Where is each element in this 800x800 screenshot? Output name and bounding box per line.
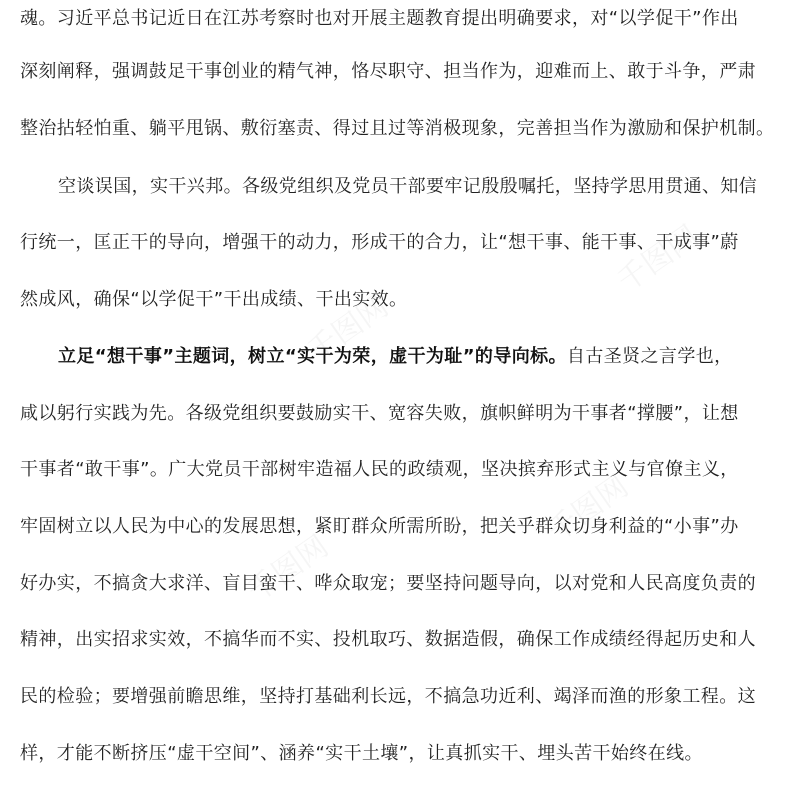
paragraph-1-line: 整治拈轻怕重、躺平甩锅、敷衍塞责、得过且过等消极现象，完善担当作为激励和保护机制。 [20, 118, 775, 139]
svg-text:千图网: 千图网 [301, 288, 395, 370]
paragraph-3-first-line [58, 340, 780, 374]
paragraph-3-line: 咸以躬行实践为先。各级党组织要鼓励实干、宽容失败，旗帜鲜明为干事者“撑腰”，让想 [20, 403, 739, 424]
svg-text:千图网: 千图网 [541, 468, 635, 550]
paragraph-3-line: 干事者“敢干事”。广大党员干部树牢造福人民的政绩观，坚决摈弃形式主义与官僚主义， [20, 459, 739, 480]
paragraph-3-line: 民的检验；要增强前瞻思维，坚持打基础利长远，不搞急功近利、竭泽而渔的形象工程。这 [20, 686, 756, 707]
paragraph-3-line: 好办实，不搞贪大求洋、盲目蛮干、哗众取宠；要坚持问题导向，以对党和人民高度负责的 [20, 573, 756, 594]
svg-text:千图网: 千图网 [241, 528, 335, 610]
paragraph-2-line: 行统一，匡正干的导向，增强干的动力，形成干的合力，让“想干事、能干事、干成事”蔚 [20, 232, 739, 253]
paragraph-3-line: 精神，出实招求实效，不搞华而不实、投机取巧、数据造假，确保工作成绩经得起历史和人 [20, 629, 756, 650]
paragraph-3-text: 自古圣贤之言学也， [566, 346, 733, 367]
paragraph-2-line: 然成风，确保“以学促干”干出成绩、干出实效。 [20, 289, 408, 310]
section-heading: 立足“想干事”主题词，树立“实干为荣，虚干为耻”的导向标。 [58, 346, 567, 367]
paragraph-3-line: 样，才能不断挤压“虚干空间”、涵养“实干土壤”，让真抓实干、埋头苦干始终在线。 [20, 743, 703, 764]
paragraph-2-line: 空谈误国，实干兴邦。各级党组织及党员干部要牢记殷殷嘱托，坚持学思用贯通、知信 [58, 176, 758, 197]
paragraph-1-line: 魂。习近平总书记近日在江苏考察时也对开展主题教育提出明确要求，对“以学促干”作出 [20, 8, 739, 29]
paragraph-1-line: 深刻阐释，强调鼓足干事创业的精气神，恪尽职守、担当作为，迎难而上、敢于斗争，严肃 [20, 61, 756, 82]
paragraph-3-line: 牢固树立以人民为中心的发展思想，紧盯群众所需所盼，把关乎群众切身利益的“小事”办 [20, 516, 739, 537]
svg-text:千图网: 千图网 [611, 218, 705, 300]
